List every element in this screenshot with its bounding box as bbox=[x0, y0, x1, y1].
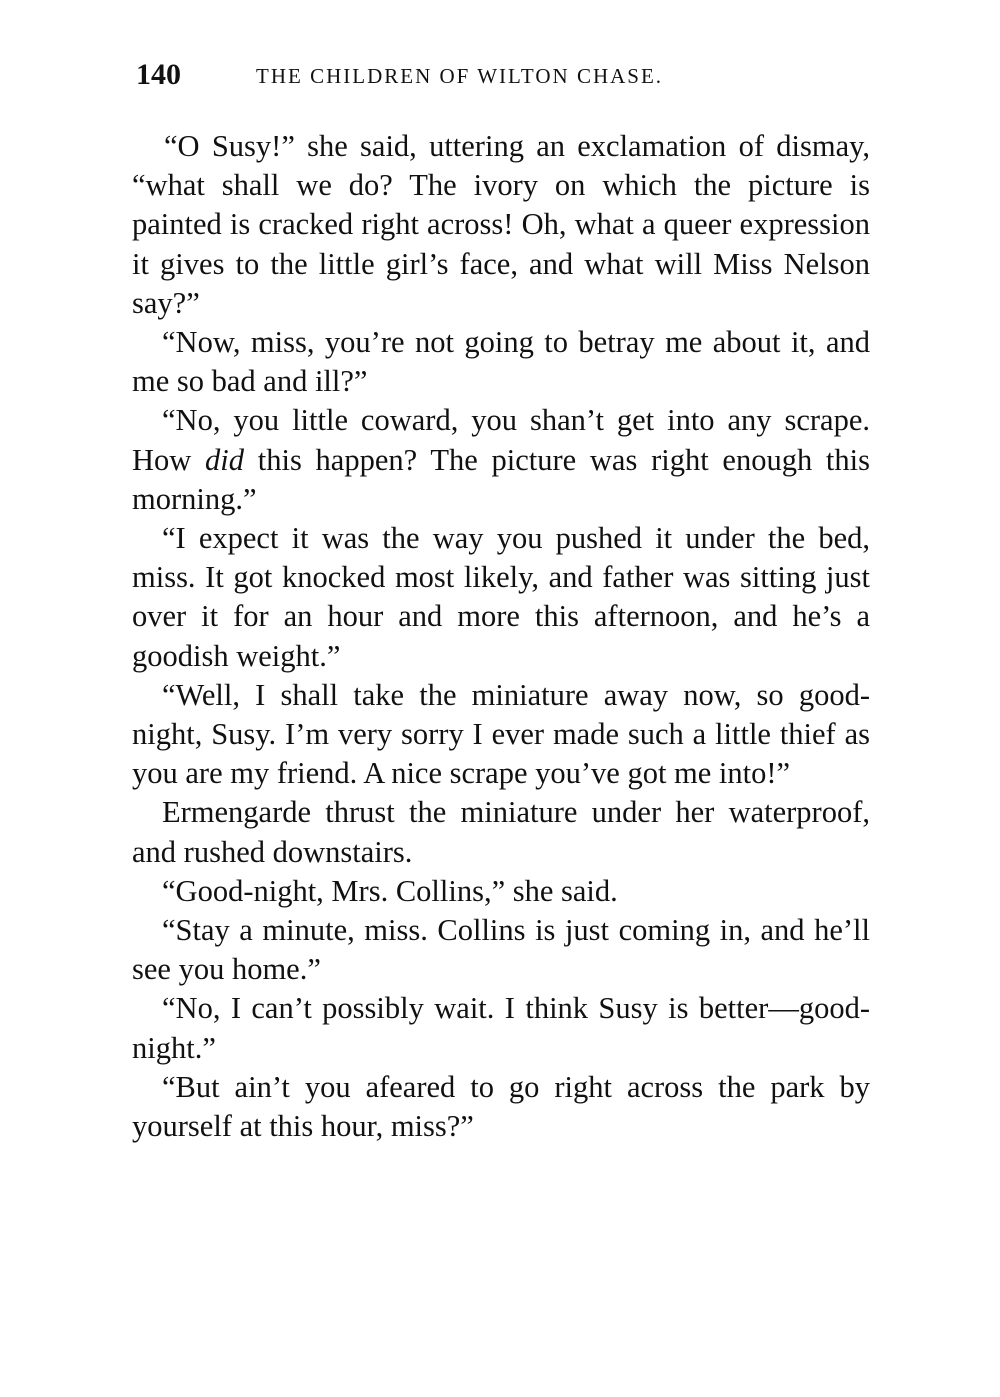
paragraph: “But ain’t you afeared to go right across the park by yourself at this hour, miss?” bbox=[132, 1069, 870, 1144]
paragraph-text: “No, you little coward, you shan’t get into any scrape. How bbox=[132, 403, 870, 477]
body-text bbox=[132, 127, 870, 1146]
paragraph: “No, I can’t possibly wait. I think Susy is better—good-night.” bbox=[132, 991, 870, 1065]
paragraph-text: this happen? The picture was right enough this morning.” bbox=[132, 442, 870, 516]
paragraph: “Good-night, Mrs. Collins,” she said. bbox=[162, 873, 618, 908]
emphasized-word: did bbox=[205, 442, 245, 477]
paragraph: “I expect it was the way you pushed it under the bed, miss. It got knocked most likely, and father was sitting just over it for an hour and more this afternoon, and he’s a goodish weight.” bbox=[132, 521, 870, 673]
paragraph: “Now, miss, you’re not going to betray me about it, and me so bad and ill?” bbox=[132, 325, 870, 399]
paragraph bbox=[132, 401, 870, 519]
paragraph: “O Susy!” she said, uttering an exclamation of dismay, “what shall we do? The ivory on which the picture is painted is cracked right across! Oh, what a queer expression it gives to the little girl’s face, and what will Miss Nelson say?” bbox=[132, 129, 870, 320]
paragraph: “Well, I shall take the miniature away now, so good-night, Susy. I’m very sorry I ever made such a little thief as you are my friend. A nice scrape you’ve got me into!” bbox=[132, 677, 870, 791]
running-head bbox=[136, 58, 896, 98]
paragraph: Ermengarde thrust the miniature under her waterproof, and rushed downstairs. bbox=[132, 795, 870, 869]
paragraph: “Stay a minute, miss. Collins is just coming in, and he’ll see you home.” bbox=[132, 913, 870, 987]
running-title: THE CHILDREN OF WILTON CHASE. bbox=[256, 64, 664, 88]
page-number: 140 bbox=[136, 58, 181, 91]
